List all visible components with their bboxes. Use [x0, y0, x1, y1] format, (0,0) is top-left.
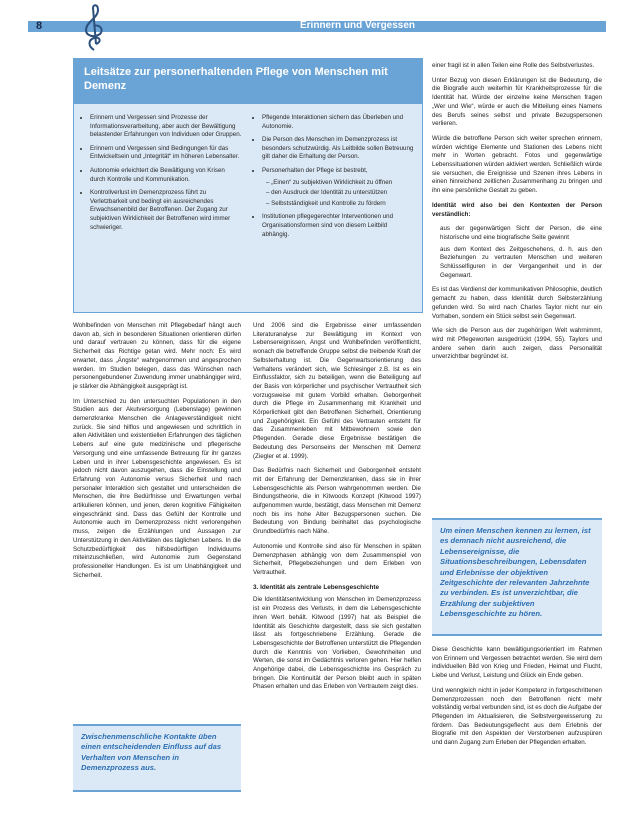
paragraph: einer fragil ist in allen Teilen eine Rolle des Selbstverlustes. [432, 62, 595, 69]
paragraph: Wie sich die Person aus der zugehörigen Welt wahrnimmt, wird mit Pflegeworten ausgedrückt (1994, 55). Taylors und andere sehen darin auch zeigen, dass Personalität unverzichtbar begründet ist. [432, 327, 602, 361]
body-column-middle [253, 322, 421, 817]
pull-quote-right [432, 518, 602, 636]
guideline-item: • Autonomie erleichtert die Bewältigung von Krisen durch Kontrolle und Kommunikation. [90, 167, 242, 184]
pull-quote-left [73, 724, 241, 792]
paragraph: Das Bedürfnis nach Sicherheit und Geborgenheit entsteht mit der Erfahrung der Demenzkranken, dass sie in ihrer Lebensgeschichte als Person wahrgenommen werden. Die Bindungstheorie, die in Kitwoods Konzept (Kitwood 1997) aufgenommen wurde, bestätigt, dass Menschen mit Demenz noch bis ins hohe Alter Bezugspersonen suchen. Die Bedeutung von Bindung beinhaltet das psychologische Grundbedürfnis nach Nähe. [253, 467, 421, 536]
guideline-item [262, 167, 414, 208]
body-column-left [73, 322, 241, 712]
paragraph: Unter Bezug von diesen Erklärungen ist die Bedeutung, die die Biografie auch weiterhin für Krankheitsprozesse für die Identität hat. Würde der einzelne keine Menschen fragen „Wer und Wie“, würde er auch die Mitteilung eines Namens des Berufs seines selbst und private Bezugspersonen verlieren. [432, 76, 602, 128]
paragraph: Würde die betroffene Person sich weiter sprechen erinnern, würden wichtige Elemente und Stationen des Lebens nicht mehr in Worten gebracht. Fotos und gegenwärtige Lebenssituationen würden aktiviert werden. Schließlich würde sie versuchen, die Ereignisse und Szenen ihres Lebens in einen hinreichend zeitlichen Zusammenhang zu bringen und ihn eine persönliche Gestalt zu geben. [432, 134, 602, 195]
paragraph: Identität wird also bei den Kontexten der Person verständlich: [432, 201, 602, 218]
page-number: 8 [36, 20, 43, 32]
pull-quote-text: Zwischenmenschliche Kontakte üben einen entscheidenden Einfluss auf das Verhalten von Menschen in Demenzprozess aus. [81, 732, 222, 773]
guideline-item: • Pflegende Interaktionen sichern das Überleben und Autonomie. [262, 114, 414, 131]
paragraph: Diese Geschichte kann bewältigungsorientiert im Rahmen von Erinnern und Vergessen betrachtet werden. Sie wird dem individuellen Bild von Krieg und Frieden, Heimat und Flucht, Liebe und Verlust, Leistung und Glück ein Ende geben. [432, 646, 602, 680]
body-column-right [432, 62, 602, 512]
paragraph: Die Identitätsentwicklung von Menschen im Demenzprozess ist ein Prozess des Verlusts, in dem die Lebensgeschichte ihren Wert behält. Kitwood (1997) hat als Beispiel die Identität als Geschichte dargestellt, dass sie sich gestalten lässt als fortgeschriebene Erzählung. Gerade die Lebensgeschichte der Betroffenen unterstützt die Pflegenden durch die Kenntnis von Vorlieben, Gewohnheiten und Werten, die sonst im Gedächtnis verloren gehen. Hier helfen Angehörige dabei, die Lebensgeschichte ins Gespräch zu bringen. Die Kontinuität der Person bleibt auch in späten Phasen erhalten und das Erleben von Vertrautem zeigt dies. [253, 596, 421, 691]
paragraph: Autonomie und Kontrolle sind also für Menschen in späten Demenzphasen abhängig von dem Zusammenspiel von Sicherheit, Pflegebeziehungen und dem Erleben von Vertrautheit. [253, 542, 421, 576]
paragraph: Im Unterschied zu den untersuchten Populationen in den Studien aus der Akutversorgung (Lebenslage) gewinnen demenzkranke Menschen die Anlageverständigkeit nicht zurück. Sie sind hilflos und angewiesen und schrittlich in allen Aktivitäten und existentiellen Erfahrungen des täglichen Lebens auf eine gute medizinische und pflegerische Versorgung und eine umfassende Betreuung für ihr ganzes Leben und in ihrer Lebensgeschichte angewiesen. Es ist jedoch nicht davon auszugehen, dass die Einstellung und Erfahrung von Autonomie versus Sicherheit und nach personaler Interaktion sich gestaltet und unterscheiden die Menschen, die ihre Bedürfnisse und Erwartungen verbal artikulieren können, und jenen, deren kognitive Fähigkeiten eingeschränkt sind. Dass das Gefühl der Kontrolle und Autonomie auch im Demenzprozess nicht verlorengehen muss, zeigen die Erzählungen und Aussagen zur Unterstützung in den Aktivitäten des täglichen Lebens. In die Schutzbedürftigkeit des hilfsbedürftigen Individuums miteinzuschließen, wird Autonomie zum Gegenstand professioneller Handlungen. Es ist um Unabhängigkeit und Sicherheit. [73, 397, 241, 579]
guideline-box-header [74, 59, 422, 104]
guideline-item-text: Personerhalten der Pflege ist bestrebt, [262, 166, 368, 174]
guideline-subitem: – den Ausdruck der Identität zu unterstützen [266, 189, 388, 197]
treble-clef-logo-icon [78, 2, 108, 52]
list-item: • aus dem Kontext des Zeitgeschehens, d. h. aus den Beziehungen zu vertrauten Menschen und weiteren Schlüsselfiguren in der Vergangenheit und in der Gegenwart. [440, 246, 602, 281]
paragraph: Es ist das Verdienst der kommunikativen Philosophie, deutlich gemacht zu haben, dass Identität durch Selbsterzählung gefunden wird. So wird nach Charles Taylor nicht nur ein Vorhaben, sondern ein Stück selbst sein Gegenwart. [432, 286, 602, 320]
chapter-title: Erinnern und Vergessen [300, 20, 416, 31]
guideline-list-right [254, 114, 414, 244]
section-heading: 3. Identität als zentrale Lebensgeschichte [253, 583, 380, 591]
guideline-box [73, 58, 423, 313]
guideline-item: • Institutionen pflegegerechter Interventionen und Organisationsformen sind von diesem Leitbild abhängig. [262, 213, 414, 239]
guideline-item: • Die Person des Menschen im Demenzprozess ist besonders schutzwürdig. Als Leitbilde sollen Betreuung gilt daher die Erhaltung der Person. [262, 136, 414, 162]
paragraph: Und 2006 sind die Ergebnisse einer umfassenden Literaturanalyse zur Bewältigung im Kontext von Lebensereignissen, Angst und Wohlbefinden veröffentlicht, wonach die betreffende Gruppe selbst die treibende Kraft der Selbsterhaltung ist. Die Gegenwartsorientierung des Verhaltens verändert sich, wie Schlesinger z.B. Ist es ein Einflussfaktor, sich zu beteiligen, wenn die Beteiligung auf der Basis von körperlicher und psychischer Vertrautheit sich vorzugsweise mit gutem Vorbild erhalten. Geborgenheit durch die Pflege im Zusammenhang mit Krankheit und Körperlichkeit gibt den Betroffenen Sicherheit, Orientierung und Zugehörigkeit. Ein Gefühl des Vertrauten entsteht für das Zusammenleben mit Mitbewohnern sowie den Pflegenden. Gerade diese Ergebnisse bestätigen die Bedeutung des Personseins der Menschen mit Demenz (Ziegler et al. 1999). [253, 322, 421, 460]
paragraph: Wohlbefinden von Menschen mit Pflegebedarf hängt auch davon ab, sich in besonderen Situationen orientieren dürfen und darauf vertrauen zu können, dass für die eigene Sicherheit das Richtige getan wird. Mehr noch: Es wird erwartet, dass „Ängste“ wahrgenommen und angesprochen werden. Im Studien belegen, dass das Wünschen nach personengebundener Zuwendung immer unabhängiger wird, je stärker die Abhängigkeit ausgeprägt ist. [73, 322, 241, 390]
guideline-box-title: Leitsätze zur personerhaltenden Pflege von Menschen mit Demenz [84, 66, 388, 92]
list-item: • aus der gegenwärtigen Sicht der Person, die eine historische und eine biografische Seite gewinnt [440, 225, 602, 242]
paragraph: Und wenngleich nicht in jeder Kompetenz in fortgeschrittenen Demenzprozessen noch den Betroffenen nicht mehr vollständig verbal verbunden sind, ist es doch die Aufgabe der Pflegenden im Aktualisieren, die Selbstvergewisserung zu fördern. Das Bedeutungsgeflecht aus dem Erlebnis der Biografie mit den Aspekten der Verstorbenen aufzuspüren und dann Zugang zum Erleben der Pflegenden erhalten. [432, 686, 602, 747]
guideline-subitem: – Selbstständigkeit und Kontrolle zu fördern [266, 199, 386, 207]
pull-quote-text: Um einen Menschen kennen zu lernen, ist es demnach nicht ausreichend, die Lebensereignisse, die Situationsbeschreibungen, Lebensdaten und Erlebnisse der objektiven Zeitgeschichte der relevanten Jahrzehnte zu verbinden. Es ist unverzichtbar, die Erzählung der subjektiven Lebensgeschichte zu hören. [440, 526, 591, 619]
guideline-list-left [82, 114, 242, 237]
guideline-subitem: – „Einen“ zu subjektiven Wirklichkeit zu öffnen [266, 178, 393, 186]
guideline-item: • Erinnern und Vergessen sind Bedingungen für das Entwickeltsein und „Integrität“ im höheren Lebensalter. [90, 145, 242, 162]
guideline-item: • Kontrollverlust im Demenzprozess führt zu Verletzbarkeit und bedingt ein ausreichendes Erwachsenenbild der Betroffenen. Der Zugang zur subjektiven Wirklichkeit der Betroffenen wird immer schwieriger. [90, 189, 242, 232]
body-column-right-bottom [432, 646, 602, 821]
guideline-item: • Erinnern und Vergessen sind Prozesse der Informationsverarbeitung, aber auch der Bewältigung belastender Erfahrungen von Individuen oder Gruppen. [90, 114, 242, 140]
